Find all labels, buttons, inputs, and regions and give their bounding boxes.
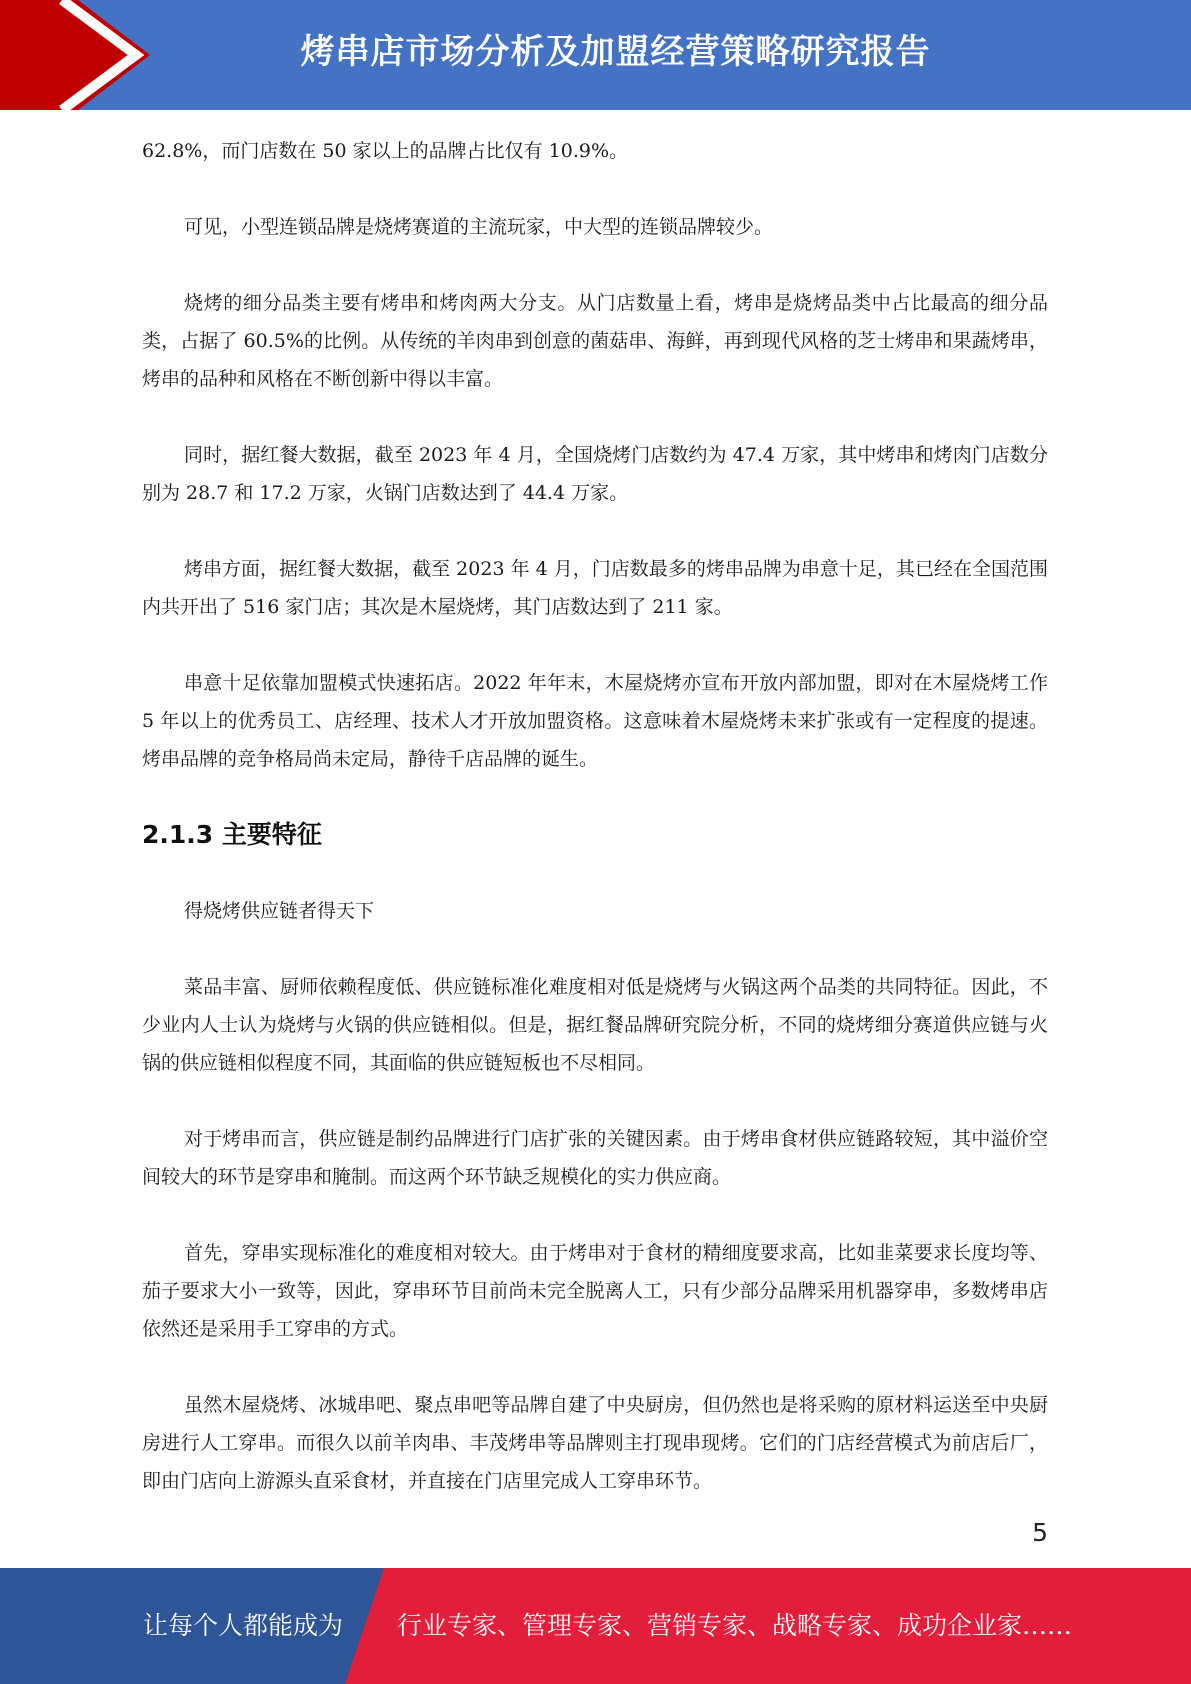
paragraph: 对于烤串而言，供应链是制约品牌进行门店扩张的关键因素。由于烤串食材供应链路较短，其中溢价空间较大的环节是穿串和腌制。而这两个环节缺乏规模化的实力供应商。	[142, 1128, 1048, 1188]
page-footer	[0, 1568, 1191, 1684]
paragraph: 得烧烤供应链者得天下	[184, 900, 375, 922]
page-number: 5	[1032, 1518, 1048, 1547]
page-title: 烤串店市场分析及加盟经营策略研究报告	[300, 32, 931, 72]
header-chevron-icon	[0, 0, 160, 110]
footer-slogan-left: 让每个人都能成为	[143, 1611, 344, 1640]
paragraph: 串意十足依靠加盟模式快速拓店。2022 年年末，木屋烧烤亦宣布开放内部加盟，即对在木屋烧烤工作 5 年以上的优秀员工、店经理、技术人才开放加盟资格。这意味着木屋烧烤未来扩张或有一定程度的提速。烤串品牌的竞争格局尚未定局，静待千店品牌的诞生。	[142, 672, 1048, 770]
paragraph: 同时，据红餐大数据，截至 2023 年 4 月，全国烧烤门店数约为 47.4 万家，其中烤串和烤肉门店数分别为 28.7 和 17.2 万家，火锅门店数达到了 44.4 万家。	[142, 444, 1048, 504]
document-body	[142, 132, 1048, 1500]
section-heading: 2.1.3 主要特征	[142, 820, 322, 849]
paragraph: 首先，穿串实现标准化的难度相对较大。由于烤串对于食材的精细度要求高，比如韭菜要求长度均等、茄子要求大小一致等，因此，穿串环节目前尚未完全脱离人工，只有少部分品牌采用机器穿串，多数烤串店依然还是采用手工穿串的方式。	[142, 1242, 1048, 1340]
footer-slogan-right: 行业专家、管理专家、营销专家、战略专家、成功企业家……	[397, 1611, 1073, 1640]
paragraph: 烤串方面，据红餐大数据，截至 2023 年 4 月，门店数最多的烤串品牌为串意十足，其已经在全国范围内共开出了 516 家门店；其次是木屋烧烤，其门店数达到了 211 家。	[142, 558, 1048, 618]
paragraph: 可见，小型连锁品牌是烧烤赛道的主流玩家，中大型的连锁品牌较少。	[184, 216, 774, 238]
page-header	[0, 0, 1191, 110]
paragraph: 虽然木屋烧烤、冰城串吧、聚点串吧等品牌自建了中央厨房，但仍然也是将采购的原材料运送至中央厨房进行人工穿串。而很久以前羊肉串、丰茂烤串等品牌则主打现串现烤。它们的门店经营模式为前店后厂，即由门店向上游源头直采食材，并直接在门店里完成人工穿串环节。	[142, 1394, 1048, 1492]
paragraph: 62.8%，而门店数在 50 家以上的品牌占比仅有 10.9%。	[142, 140, 629, 162]
paragraph: 烧烤的细分品类主要有烤串和烤肉两大分支。从门店数量上看，烤串是烧烤品类中占比最高的细分品类，占据了 60.5%的比例。从传统的羊肉串到创意的菌菇串、海鲜，再到现代风格的芝士烤串和果蔬烤串，烤串的品种和风格在不断创新中得以丰富。	[142, 292, 1048, 390]
paragraph: 菜品丰富、厨师依赖程度低、供应链标准化难度相对低是烧烤与火锅这两个品类的共同特征。因此，不少业内人士认为烧烤与火锅的供应链相似。但是，据红餐品牌研究院分析，不同的烧烤细分赛道供应链与火锅的供应链相似程度不同，其面临的供应链短板也不尽相同。	[142, 976, 1048, 1074]
